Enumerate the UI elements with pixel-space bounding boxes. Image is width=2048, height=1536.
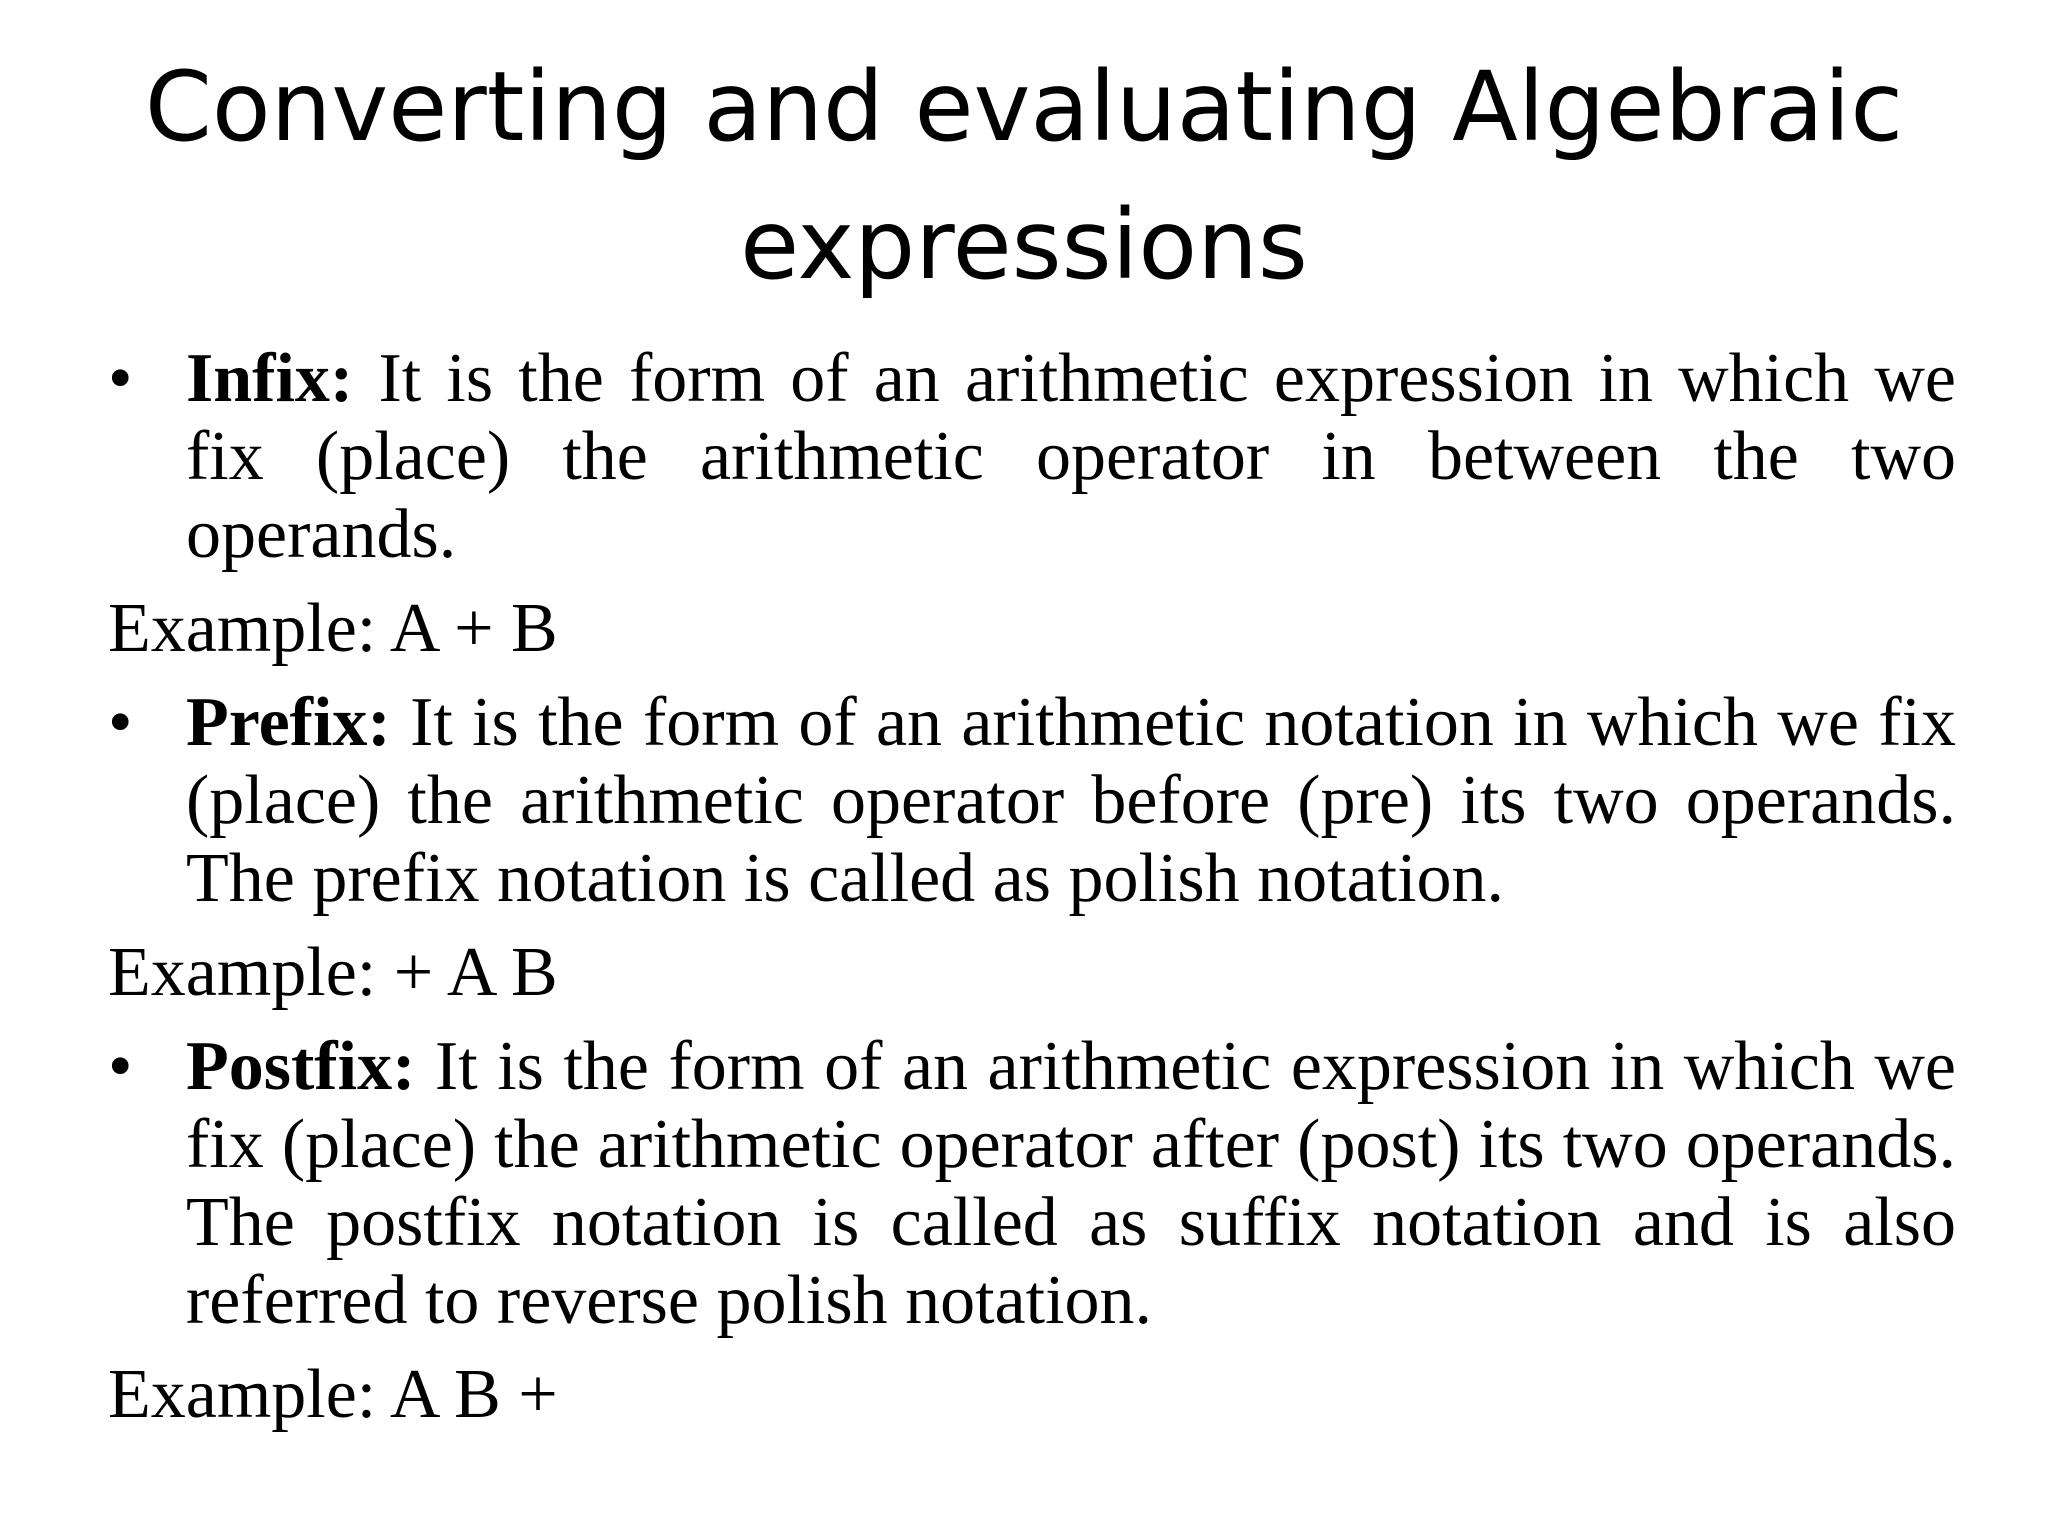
example-postfix: Example: A B + — [108, 1356, 558, 1433]
slide-title-line-2: expressions — [740, 189, 1308, 301]
bullet-dot: • — [108, 340, 133, 417]
bullet-term: Postfix: — [186, 1028, 435, 1105]
bullet-infix — [108, 340, 1956, 574]
bullet-text: It is the form of an arithmetic expression in which we fix (place) the arithmetic operator after (post) its two operands. The postfix notation is called as suffix notation and is also referred to reverse polish notation. — [186, 1028, 1956, 1339]
bullet-term: Infix: — [186, 340, 379, 417]
example-prefix: Example: + A B — [108, 934, 558, 1011]
bullet-prefix — [108, 684, 1956, 918]
slide-title — [100, 38, 1948, 314]
bullet-text: It is the form of an arithmetic expression in which we fix (place) the arithmetic operator in between the two operands. — [186, 340, 1956, 573]
bullet-dot: • — [108, 684, 133, 761]
slide-title-line-1: Converting and evaluating Algebraic — [144, 51, 1904, 163]
bullet-term: Prefix: — [186, 684, 411, 761]
bullet-dot: • — [108, 1028, 133, 1105]
example-infix: Example: A + B — [108, 590, 558, 667]
slide-content — [108, 340, 1956, 1450]
bullet-postfix — [108, 1028, 1956, 1340]
bullet-text: It is the form of an arithmetic notation in which we fix (place) the arithmetic operator before (pre) its two operands. The prefix notation is called as polish notation. — [186, 684, 1956, 917]
